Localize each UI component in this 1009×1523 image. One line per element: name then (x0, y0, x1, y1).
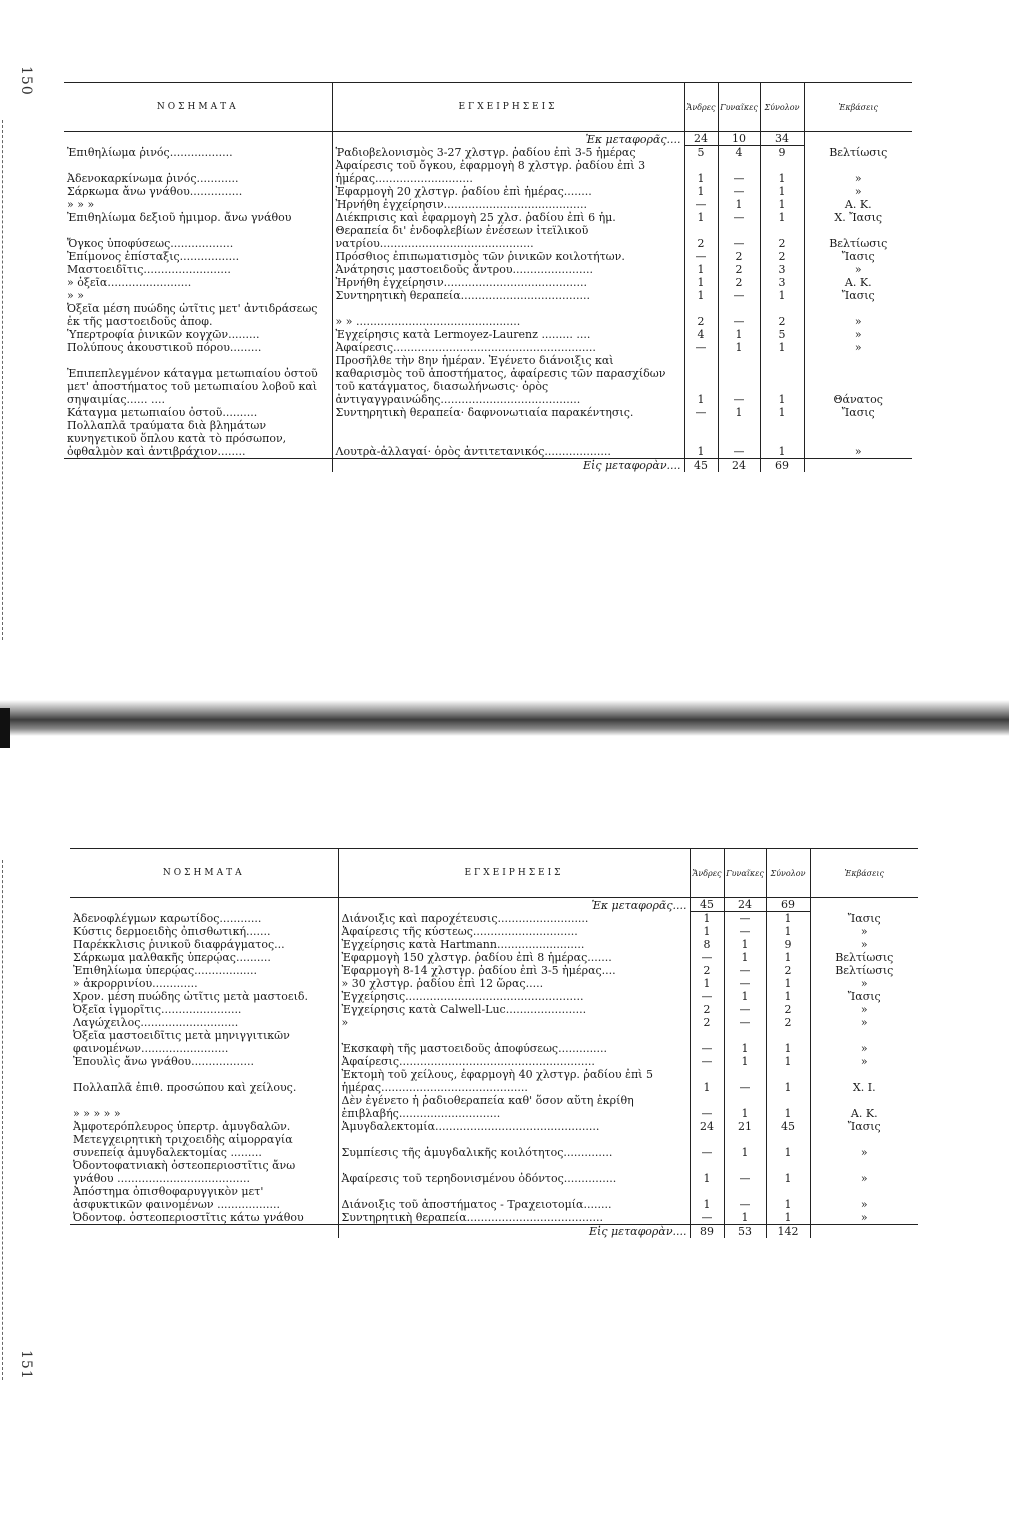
operation-cell: Δὲν ἐγένετο ἡ ῥαδιοθεραπεία καθ' ὅσον αὕτη ἐκρίθη ἐπιβλαβής............................. (338, 1094, 690, 1120)
men-cell: 5 (684, 146, 718, 160)
total-cell: 1 (766, 1159, 810, 1185)
men-cell: 1 (684, 276, 718, 289)
table-row (70, 990, 918, 1003)
women-cell: — (724, 977, 766, 990)
table-row (64, 328, 912, 341)
disease-cell: » » » (67, 198, 95, 211)
women-cell: 2 (718, 263, 760, 276)
operation-cell: Ἐφαρμογὴ 150 χλστγρ. ῥαδίου ἐπὶ 8 ἡμέρας....... (338, 951, 690, 964)
women-cell: 1 (724, 1133, 766, 1159)
total-cell: 1 (760, 406, 804, 419)
outcome-cell: » (804, 341, 912, 354)
carry-out-label: Εἰς μεταφορὰν.... (338, 1225, 690, 1239)
operation-cell: Πρόσθιος ἐπιπωματισμὸς τῶν ῥινικῶν κοιλοτήτων. (332, 250, 684, 263)
operation-cell: Θεραπεία δι' ἐνδοφλεβίων ἐνέσεων ἰτεϊλικοῦ νατρίου............................................ (332, 224, 684, 250)
header-women: Γυναῖκες (718, 83, 760, 132)
total-cell: 1 (760, 341, 804, 354)
header-outcome: Ἐκβάσεις (810, 849, 918, 898)
carry-in-row (70, 898, 918, 912)
disease-cell: Ὄγκος ὑποφύσεως.................. (67, 237, 234, 250)
women-cell: — (724, 1159, 766, 1185)
men-cell: — (690, 1211, 724, 1225)
operation-cell: Ἐγχείρησις................................................... (338, 990, 690, 1003)
men-cell: 1 (684, 185, 718, 198)
operation-cell: Ἐφαρμογὴ 8-14 χλστγρ. ῥαδίου ἐπὶ 3-5 ἡμέρας.... (338, 964, 690, 977)
women-cell: 1 (724, 1094, 766, 1120)
scan-fold-edge (0, 708, 10, 748)
men-cell: — (684, 198, 718, 211)
disease-cell: Ἀδενοκαρκίνωμα ῥινός............ (67, 172, 239, 185)
page-number-top: 150 (18, 66, 34, 96)
women-cell: 1 (724, 938, 766, 951)
operation-cell: Ἐγχείρησις κατὰ Hartmann......................... (338, 938, 690, 951)
carry-in-total: 34 (760, 132, 804, 146)
women-cell: — (724, 912, 766, 926)
men-cell: 2 (684, 302, 718, 328)
table-row (70, 1159, 918, 1185)
carry-out-label: Εἰς μεταφορὰν.... (332, 459, 684, 473)
men-cell: — (690, 1029, 724, 1055)
operation-cell: Διέκπρισις καὶ ἐφαρμογὴ 25 χλσ. ῥαδίου ἐπὶ 6 ἡμ. (332, 211, 684, 224)
women-cell: — (724, 1068, 766, 1094)
table-row (64, 198, 912, 211)
total-cell: 2 (766, 964, 810, 977)
men-cell: 1 (684, 263, 718, 276)
operation-cell: » » ............................................... (332, 302, 684, 328)
table-row (64, 419, 912, 459)
women-cell: 1 (724, 990, 766, 1003)
table-row (70, 1055, 918, 1068)
disease-cell: Πολλαπλᾶ ἐπιθ. προσώπου καὶ χείλους. (73, 1081, 297, 1094)
outcome-cell: Ἴασις (810, 912, 918, 926)
carry-in-label: Ἐκ μεταφορᾶς.... (332, 132, 684, 146)
disease-cell: Κύστις δερμοειδὴς ὀπισθωτική....... (73, 925, 271, 938)
outcome-cell: » (810, 1185, 918, 1211)
outcome-cell: » (810, 1016, 918, 1029)
total-cell: 1 (760, 354, 804, 406)
table-row (64, 263, 912, 276)
disease-cell: Πολλαπλᾶ τραύματα διὰ βλημάτων κυνηγετικοῦ ὅπλου κατὰ τὸ πρόσωπον, ὀφθαλμὸν καὶ ἀντιβράχιον........ (67, 419, 287, 458)
table-row (70, 1016, 918, 1029)
disease-cell: Ἀμφοτερόπλευρος ὑπερτρ. ἀμυγδαλῶν. (73, 1120, 291, 1133)
header-disease: ΝΟΣΗΜΑΤΑ (64, 83, 332, 132)
total-cell: 1 (760, 289, 804, 302)
outcome-cell: Θάνατος (804, 354, 912, 406)
outcome-cell: » (804, 302, 912, 328)
operation-cell: Ἀφαίρεσις τῆς κύστεως.............................. (338, 925, 690, 938)
header-men: Ἄνδρες (690, 849, 724, 898)
total-cell: 1 (766, 1094, 810, 1120)
men-cell: — (690, 990, 724, 1003)
total-cell: 1 (760, 211, 804, 224)
margin-ticks-bottom (2, 860, 9, 1380)
women-cell: 1 (724, 951, 766, 964)
operation-cell: Ἀφαίρεσις.......................................................... (332, 341, 684, 354)
disease-cell: Σάρκωμα μαλθακῆς ὑπερῴας.......... (73, 951, 271, 964)
table-row (70, 1094, 918, 1120)
carry-in-total: 69 (766, 898, 810, 912)
outcome-cell: Ἴασις (804, 289, 912, 302)
women-cell: — (718, 419, 760, 459)
scan-fold-band (0, 700, 1009, 736)
header-total: Σύνολον (760, 83, 804, 132)
total-cell: 2 (760, 302, 804, 328)
operation-cell: Ἀφαίρεσις τοῦ ὄγκου, ἐφαρμογὴ 8 χλστγρ. ῥαδίου ἐπὶ 3 ἡμέρας............................ (332, 159, 684, 185)
operation-cell: Διάνοιξις καὶ παροχέτευσις.......................... (338, 912, 690, 926)
outcome-cell: Ἴασις (804, 250, 912, 263)
men-cell: — (684, 341, 718, 354)
table-row (64, 289, 912, 302)
men-cell: — (690, 951, 724, 964)
women-cell: 2 (718, 250, 760, 263)
outcome-cell: » (810, 1159, 918, 1185)
disease-cell: Παρέκκλισις ῥινικοῦ διαφράγματος... (73, 938, 285, 951)
disease-cell: Μετεγχειρητικὴ τριχοειδὴς αἱμορραγία συνεπείᾳ ἀμυγδαλεκτομίας ......... (73, 1133, 293, 1159)
women-cell: — (718, 224, 760, 250)
disease-cell: Σάρκωμα ἄνω γνάθου............... (67, 185, 243, 198)
outcome-cell: Α. Κ. (810, 1094, 918, 1120)
disease-cell: Ὀξεῖα μέση πυώδης ὠτῖτις μετ' ἀντιδράσεως ἐκ τῆς μαστοειδοῦς ἀποφ. (67, 302, 318, 328)
table-row (70, 1120, 918, 1133)
women-cell: 4 (718, 146, 760, 160)
header-men: Ἄνδρες (684, 83, 718, 132)
disease-cell: Ἐπουλὶς ἄνω γνάθου.................. (73, 1055, 255, 1068)
outcome-cell: » (810, 1211, 918, 1225)
men-cell: 24 (690, 1120, 724, 1133)
table-row (64, 185, 912, 198)
total-cell: 1 (766, 990, 810, 1003)
total-cell: 3 (760, 276, 804, 289)
table-row (64, 406, 912, 419)
disease-cell: Χρον. μέση πυώδης ὠτῖτις μετὰ μαστοειδ. (73, 990, 309, 1003)
total-cell: 2 (766, 1003, 810, 1016)
disease-cell: » ὀξεῖα........................ (67, 276, 192, 289)
women-cell: — (718, 185, 760, 198)
operation-cell: » 30 χλστγρ. ῥαδίου ἐπὶ 12 ὥρας..... (338, 977, 690, 990)
table-page-150 (64, 82, 912, 472)
table-row (70, 1185, 918, 1211)
total-cell: 1 (766, 1133, 810, 1159)
operation-cell: Ἀφαίρεσις τοῦ τερηδονισμένου ὀδόντος............... (338, 1159, 690, 1185)
total-cell: 1 (760, 185, 804, 198)
total-cell: 9 (766, 938, 810, 951)
operation-cell: Ἐγχείρησις κατὰ Calwell-Luc....................... (338, 1003, 690, 1016)
outcome-cell: Βελτίωσις (810, 964, 918, 977)
table-row (64, 224, 912, 250)
men-cell: 2 (690, 964, 724, 977)
disease-cell: » ἀκρορρινίου............. (73, 977, 198, 990)
men-cell: 4 (684, 328, 718, 341)
header-total: Σύνολον (766, 849, 810, 898)
outcome-cell: » (810, 1133, 918, 1159)
outcome-cell: Α. Κ. (804, 198, 912, 211)
total-cell: 1 (766, 1055, 810, 1068)
carry-in-women: 10 (718, 132, 760, 146)
total-cell: 2 (760, 224, 804, 250)
operation-cell: Συντηρητικὴ θεραπεία· δαφνονωτιαία παρακέντησις. (332, 406, 684, 419)
disease-cell: Ἀδενοφλέγμων καρωτίδος............ (73, 912, 262, 925)
women-cell: — (724, 1003, 766, 1016)
outcome-cell: Χ. Ἴασις (804, 211, 912, 224)
table-row (64, 341, 912, 354)
women-cell: — (718, 302, 760, 328)
disease-cell: Ἐπιθηλίωμα δεξιοῦ ἡμιμορ. ἄνω γνάθου (67, 211, 292, 224)
women-cell: 1 (724, 1029, 766, 1055)
operation-cell: Ἐγχείρησις κατὰ Lermoyez-Laurenz ......... .... (332, 328, 684, 341)
disease-cell: Λαγώχειλος............................ (73, 1016, 239, 1029)
total-cell: 1 (766, 1185, 810, 1211)
disease-cell: Ἀπόστημα ὀπισθοφαρυγγικὸν μετ' ἀσφυκτικῶν φαινομένων .................. (73, 1185, 281, 1211)
table-row (70, 1003, 918, 1016)
table-row (64, 159, 912, 185)
operation-cell: Ἀφαίρεσις........................................................ (338, 1055, 690, 1068)
men-cell: 1 (684, 354, 718, 406)
operation-cell: Διάνοιξις τοῦ ἀποστήματος - Τραχειοτομία........ (338, 1185, 690, 1211)
total-cell: 5 (760, 328, 804, 341)
outcome-cell: » (810, 1029, 918, 1055)
outcome-cell: Ἴασις (810, 1120, 918, 1133)
disease-cell: Ἐπιθηλίωμα ῥινός.................. (67, 146, 233, 159)
total-cell: 1 (760, 419, 804, 459)
table-header-row (64, 83, 912, 132)
total-cell: 3 (760, 263, 804, 276)
women-cell: — (718, 211, 760, 224)
table-row (70, 1029, 918, 1055)
operation-cell: Ἐκσκαφὴ τῆς μαστοειδοῦς ἀποφύσεως.............. (338, 1029, 690, 1055)
men-cell: 2 (690, 1016, 724, 1029)
outcome-cell: Ἴασις (810, 990, 918, 1003)
total-cell: 1 (766, 1211, 810, 1225)
women-cell: — (718, 289, 760, 302)
disease-cell: Ἐπίμονος ἐπίσταξις................. (67, 250, 240, 263)
table-page-151 (70, 848, 918, 1238)
outcome-cell: Ἴασις (804, 406, 912, 419)
operation-cell: Ῥαδιοβελονισμὸς 3-27 χλστγρ. ῥαδίου ἐπὶ 3-5 ἡμέρας (332, 146, 684, 160)
operation-cell: Ἐκτομὴ τοῦ χείλους, ἐφαρμογὴ 40 χλστγρ. ῥαδίου ἐπὶ 5 ἡμέρας.......................................... (338, 1068, 690, 1094)
disease-cell: Ὀξεῖα ἰγμορῖτις....................... (73, 1003, 242, 1016)
disease-cell: » » (67, 289, 84, 302)
total-cell: 2 (766, 1016, 810, 1029)
women-cell: 2 (718, 276, 760, 289)
header-operation: ΕΓΧΕΙΡΗΣΕΙΣ (332, 83, 684, 132)
table-row (70, 964, 918, 977)
men-cell: — (684, 250, 718, 263)
table-row (70, 938, 918, 951)
men-cell: 1 (690, 977, 724, 990)
men-cell: — (684, 406, 718, 419)
outcome-cell: » (804, 328, 912, 341)
men-cell: 8 (690, 938, 724, 951)
women-cell: — (718, 159, 760, 185)
total-cell: 1 (760, 159, 804, 185)
total-cell: 1 (766, 925, 810, 938)
table-row (70, 951, 918, 964)
total-cell: 1 (766, 912, 810, 926)
table-row (64, 211, 912, 224)
men-cell: — (690, 1094, 724, 1120)
women-cell: 1 (718, 406, 760, 419)
women-cell: 21 (724, 1120, 766, 1133)
table-row (70, 1133, 918, 1159)
total-cell: 9 (760, 146, 804, 160)
operation-cell: Συντηρητικὴ θεραπεία..................................... (332, 289, 684, 302)
men-cell: 2 (684, 224, 718, 250)
women-cell: 1 (718, 198, 760, 211)
outcome-cell: » (810, 925, 918, 938)
men-cell: 1 (690, 912, 724, 926)
disease-cell: » » » » » (73, 1107, 121, 1120)
outcome-cell: » (810, 938, 918, 951)
outcome-cell: » (804, 185, 912, 198)
outcome-cell: Βελτίωσις (804, 224, 912, 250)
carry-in-men: 45 (690, 898, 724, 912)
carry-in-row (64, 132, 912, 146)
table-row (64, 302, 912, 328)
total-cell: 1 (766, 951, 810, 964)
operation-cell: Ἀνάτρησις μαστοειδοῦς ἄντρου....................... (332, 263, 684, 276)
carry-in-label: Ἐκ μεταφορᾶς.... (338, 898, 690, 912)
operation-cell: Ἠρνήθη ἐγχείρησιν......................................... (332, 198, 684, 211)
carry-out-men: 45 (684, 459, 718, 473)
table-row (64, 250, 912, 263)
outcome-cell: » (804, 159, 912, 185)
carry-out-total: 142 (766, 1225, 810, 1239)
women-cell: 1 (724, 1211, 766, 1225)
operation-cell: Προσῆλθε τὴν 8ην ἡμέραν. Ἐγένετο διάνοιξις καὶ καθαρισμὸς τοῦ ἀποστήματος, ἀφαίρεσις τῶν παρασχίδων τοῦ κατάγματος, διασωλήνωσις· ὁρὸς ἀντιγαγγραινώδης........................................ (332, 354, 684, 406)
total-cell: 45 (766, 1120, 810, 1133)
outcome-cell: » (810, 1003, 918, 1016)
operation-cell: » (338, 1016, 690, 1029)
operation-cell: Λουτρὰ-ἀλλαγαί· ὁρὸς ἀντιτετανικός................... (332, 419, 684, 459)
carry-out-row (70, 1225, 918, 1239)
outcome-cell: » (804, 263, 912, 276)
women-cell: — (724, 925, 766, 938)
men-cell: — (690, 1133, 724, 1159)
men-cell: 1 (690, 925, 724, 938)
men-cell: 1 (684, 419, 718, 459)
carry-out-total: 69 (760, 459, 804, 473)
women-cell: 1 (718, 341, 760, 354)
men-cell: 1 (684, 289, 718, 302)
carry-out-women: 53 (724, 1225, 766, 1239)
disease-cell: Ὀδοντοφατνιακὴ ὀστεοπεριοστῖτις ἄνω γνάθου ...................................... (73, 1159, 296, 1185)
table-header-row (70, 849, 918, 898)
disease-cell: Ὑπερτροφία ῥινικῶν κογχῶν......... (67, 328, 260, 341)
men-cell: 1 (684, 159, 718, 185)
table-row (64, 276, 912, 289)
header-disease: ΝΟΣΗΜΑΤΑ (70, 849, 338, 898)
table-row (70, 977, 918, 990)
table-row (70, 912, 918, 926)
women-cell: — (724, 1016, 766, 1029)
disease-cell: Πολύπους ἀκουστικοῦ πόρου......... (67, 341, 262, 354)
total-cell: 1 (766, 977, 810, 990)
table-row (70, 925, 918, 938)
women-cell: — (724, 1185, 766, 1211)
disease-cell: Ὀδοντοφ. ὀστεοπεριοστῖτις κάτω γνάθου (73, 1211, 304, 1224)
outcome-cell: » (810, 1055, 918, 1068)
women-cell: 1 (718, 328, 760, 341)
women-cell: — (718, 354, 760, 406)
outcome-cell: Χ. Ι. (810, 1068, 918, 1094)
disease-cell: Κάταγμα μετωπιαίου ὀστοῦ.......... (67, 406, 258, 419)
total-cell: 1 (766, 1029, 810, 1055)
operation-cell: Ἀμυγδαλεκτομία............................................... (338, 1120, 690, 1133)
total-cell: 2 (760, 250, 804, 263)
header-operation: ΕΓΧΕΙΡΗΣΕΙΣ (338, 849, 690, 898)
disease-cell: Ἐπιπεπλεγμένον κάταγμα μετωπιαίου ὀστοῦ μετ' ἀποστήματος τοῦ μετωπιαίου λοβοῦ καὶ σηψαιμίας...... .... (67, 367, 318, 406)
outcome-cell: Βελτίωσις (804, 146, 912, 160)
disease-cell: Ἐπιθηλίωμα ὑπερῴας.................. (73, 964, 258, 977)
total-cell: 1 (760, 198, 804, 211)
table-row (70, 1211, 918, 1225)
carry-out-row (64, 459, 912, 473)
total-cell: 1 (766, 1068, 810, 1094)
outcome-cell: » (810, 977, 918, 990)
table-row (70, 1068, 918, 1094)
carry-in-women: 24 (724, 898, 766, 912)
men-cell: — (690, 1055, 724, 1068)
women-cell: — (724, 964, 766, 977)
operation-cell: Ἐφαρμογὴ 20 χλστγρ. ῥαδίου ἐπὶ ἡμέρας........ (332, 185, 684, 198)
operation-cell: Συμπίεσις τῆς ἀμυγδαλικῆς κοιλότητος.............. (338, 1133, 690, 1159)
carry-out-women: 24 (718, 459, 760, 473)
men-cell: 1 (690, 1159, 724, 1185)
outcome-cell: » (804, 419, 912, 459)
table-row (64, 146, 912, 160)
operation-cell: Ἠρνήθη ἐγχείρησιν......................................... (332, 276, 684, 289)
outcome-cell: Βελτίωσις (810, 951, 918, 964)
carry-in-men: 24 (684, 132, 718, 146)
page-number-bottom: 151 (18, 1350, 34, 1380)
outcome-cell: Α. Κ. (804, 276, 912, 289)
header-women: Γυναῖκες (724, 849, 766, 898)
header-outcome: Ἐκβάσεις (804, 83, 912, 132)
disease-cell: Ὀξεῖα μαστοειδῖτις μετὰ μηνιγγιτικῶν φαινομένων......................... (73, 1029, 290, 1055)
men-cell: 1 (690, 1185, 724, 1211)
carry-out-men: 89 (690, 1225, 724, 1239)
men-cell: 1 (690, 1068, 724, 1094)
men-cell: 2 (690, 1003, 724, 1016)
disease-cell: Μαστοειδῖτις......................... (67, 263, 231, 276)
operation-cell: Συντηρητικὴ θεραπεία....................................... (338, 1211, 690, 1225)
women-cell: 1 (724, 1055, 766, 1068)
table-row (64, 354, 912, 406)
margin-ticks-top (2, 120, 9, 640)
men-cell: 1 (684, 211, 718, 224)
